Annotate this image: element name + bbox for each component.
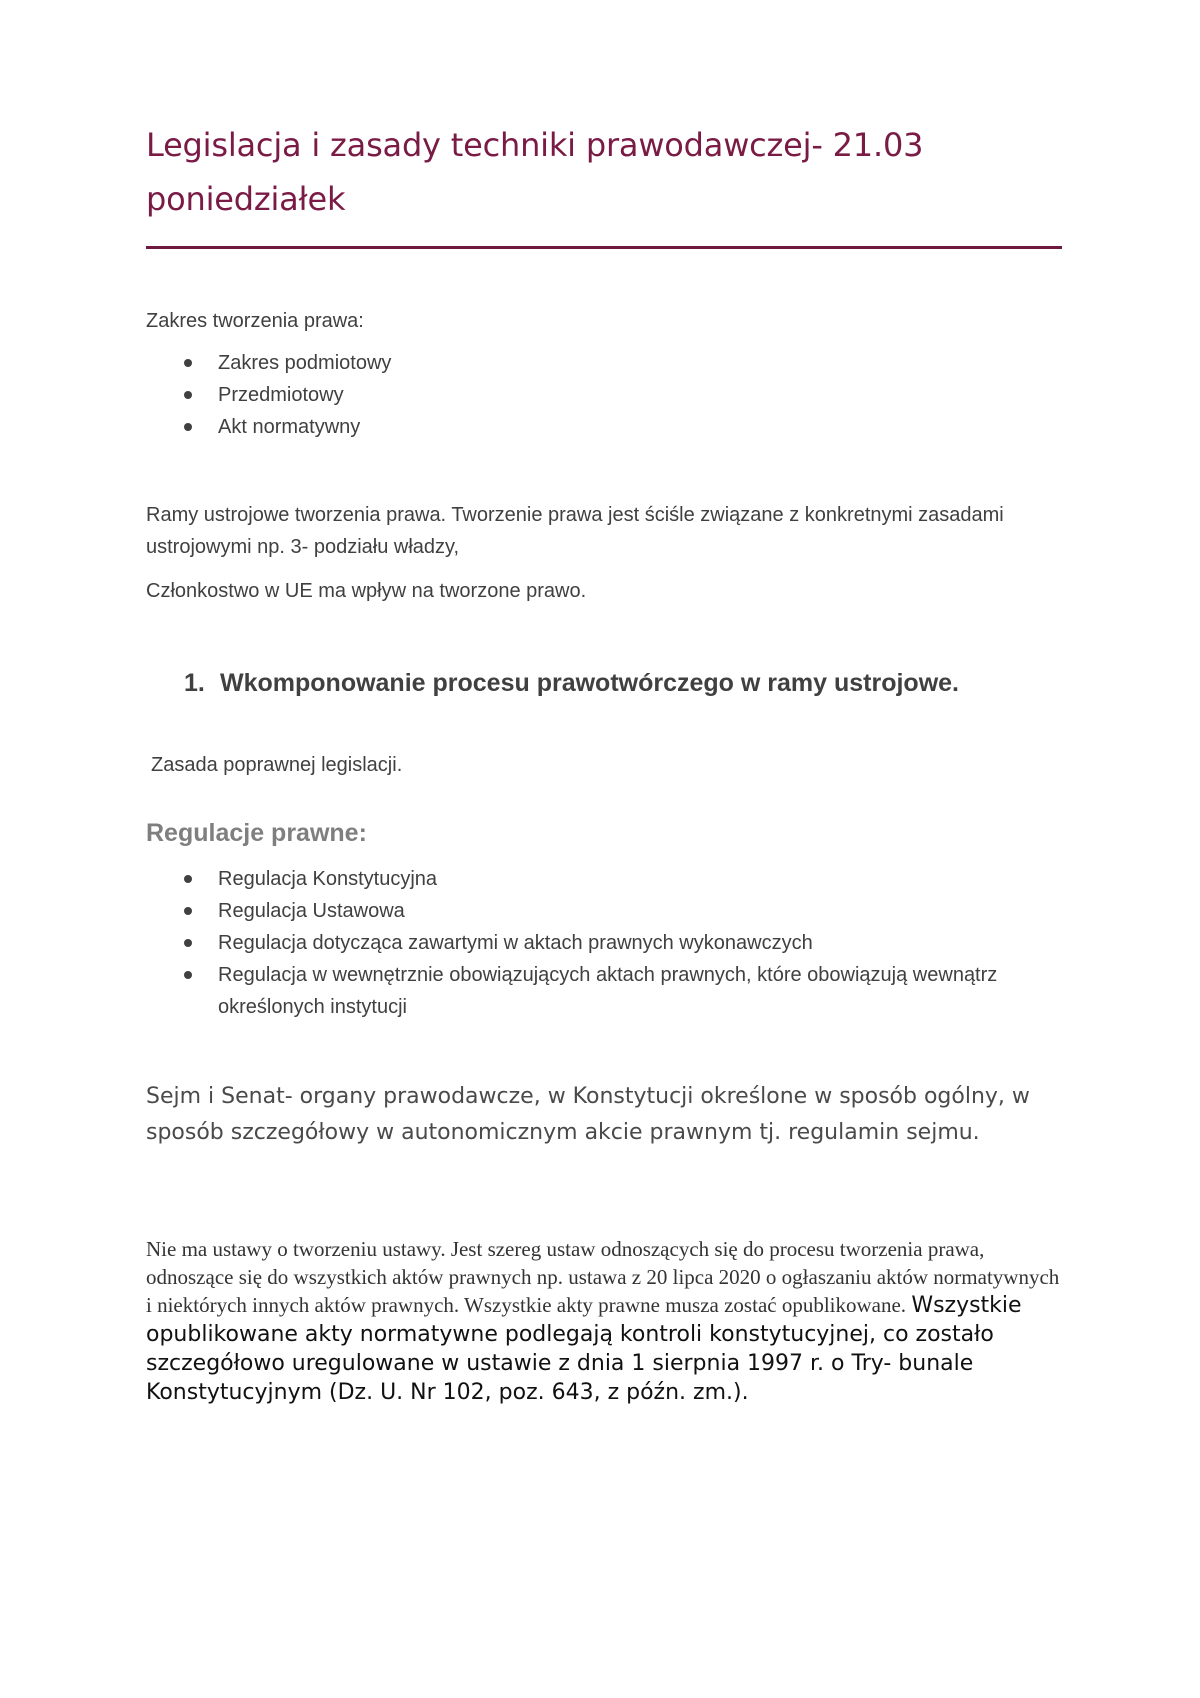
- list-item-text: Zakres podmiotowy: [218, 352, 392, 374]
- section-number: 1.: [184, 669, 205, 697]
- list-item-text: Regulacja w wewnętrznie obowiązujących aktach prawnych, które obowiązują wewnątrz określonych instytucji: [218, 964, 998, 1018]
- list-item-text: Akt normatywny: [218, 416, 361, 438]
- bullet-icon: [184, 907, 192, 915]
- bullet-icon: [184, 391, 192, 399]
- list-item-text: Regulacja Konstytucyjna: [218, 868, 438, 890]
- bullet-icon: [184, 971, 192, 979]
- czlonkostwo-paragraph: Członkostwo w UE ma wpływ na tworzone prawo.: [146, 580, 587, 602]
- list-item: [146, 379, 1060, 411]
- bullet-icon: [184, 875, 192, 883]
- list-item-text: Regulacja dotycząca zawartymi w aktach prawnych wykonawczych: [218, 932, 813, 954]
- list-item: [146, 959, 1060, 1023]
- regulacje-list: [146, 863, 1060, 1023]
- regulacje-heading: Regulacje prawne:: [146, 819, 367, 847]
- list-item: [146, 347, 1060, 379]
- list-item: [146, 927, 1060, 959]
- bullet-icon: [184, 939, 192, 947]
- list-item: [146, 411, 1060, 443]
- list-item-text: Przedmiotowy: [218, 384, 344, 406]
- scope-lead: Zakres tworzenia prawa:: [146, 310, 364, 332]
- sejm-paragraph: Sejm i Senat- organy prawodawcze, w Konstytucji określone w sposób ogólny, w sposób szczegółowy w autonomicznym akcie prawnym tj. regulamin sejmu.: [146, 1084, 1030, 1145]
- document-title: Legislacja i zasady techniki prawodawczej- 21.03 poniedziałek: [146, 126, 924, 218]
- list-item: [146, 895, 1060, 927]
- section-heading-1: [146, 663, 1060, 703]
- bullet-icon: [184, 423, 192, 431]
- ramy-paragraph: Ramy ustrojowe tworzenia prawa. Tworzenie prawa jest ściśle związane z konkretnymi zasadami ustrojowymi np. 3- podziału władzy,: [146, 504, 1004, 558]
- final-paragraph: [146, 1235, 1066, 1407]
- list-item-text: Regulacja Ustawowa: [218, 900, 405, 922]
- section-title: Wkomponowanie procesu prawotwórczego w ramy ustrojowe.: [220, 669, 960, 697]
- list-item: [146, 863, 1060, 895]
- zasada-paragraph: Zasada poprawnej legislacji.: [151, 754, 403, 776]
- scope-list: [146, 347, 1060, 443]
- final-paragraph-emphasis: Wszystkie opublikowane akty normatywne podlegają kontroli konstytucyjnej, co zostało szczegółowo uregulowane w ustawie z dnia 1 sierpnia 1997 r. o Try- bunale Konstytucyjnym (Dz. U. Nr 102, poz. 643, z późn. zm.).: [146, 1293, 1022, 1405]
- bullet-icon: [184, 359, 192, 367]
- final-paragraph-plain: Nie ma ustawy o tworzeniu ustawy. Jest szereg ustaw odnoszących się do procesu tworzenia prawa, odnoszące się do wszystkich aktów prawnych np. ustawa z 20 lipca 2020 o ogłaszaniu aktów normatywnych i niektórych innych aktów prawnych. Wszystkie akty prawne musza zostać opublikowane.: [146, 1237, 1060, 1317]
- title-divider: [146, 246, 1062, 249]
